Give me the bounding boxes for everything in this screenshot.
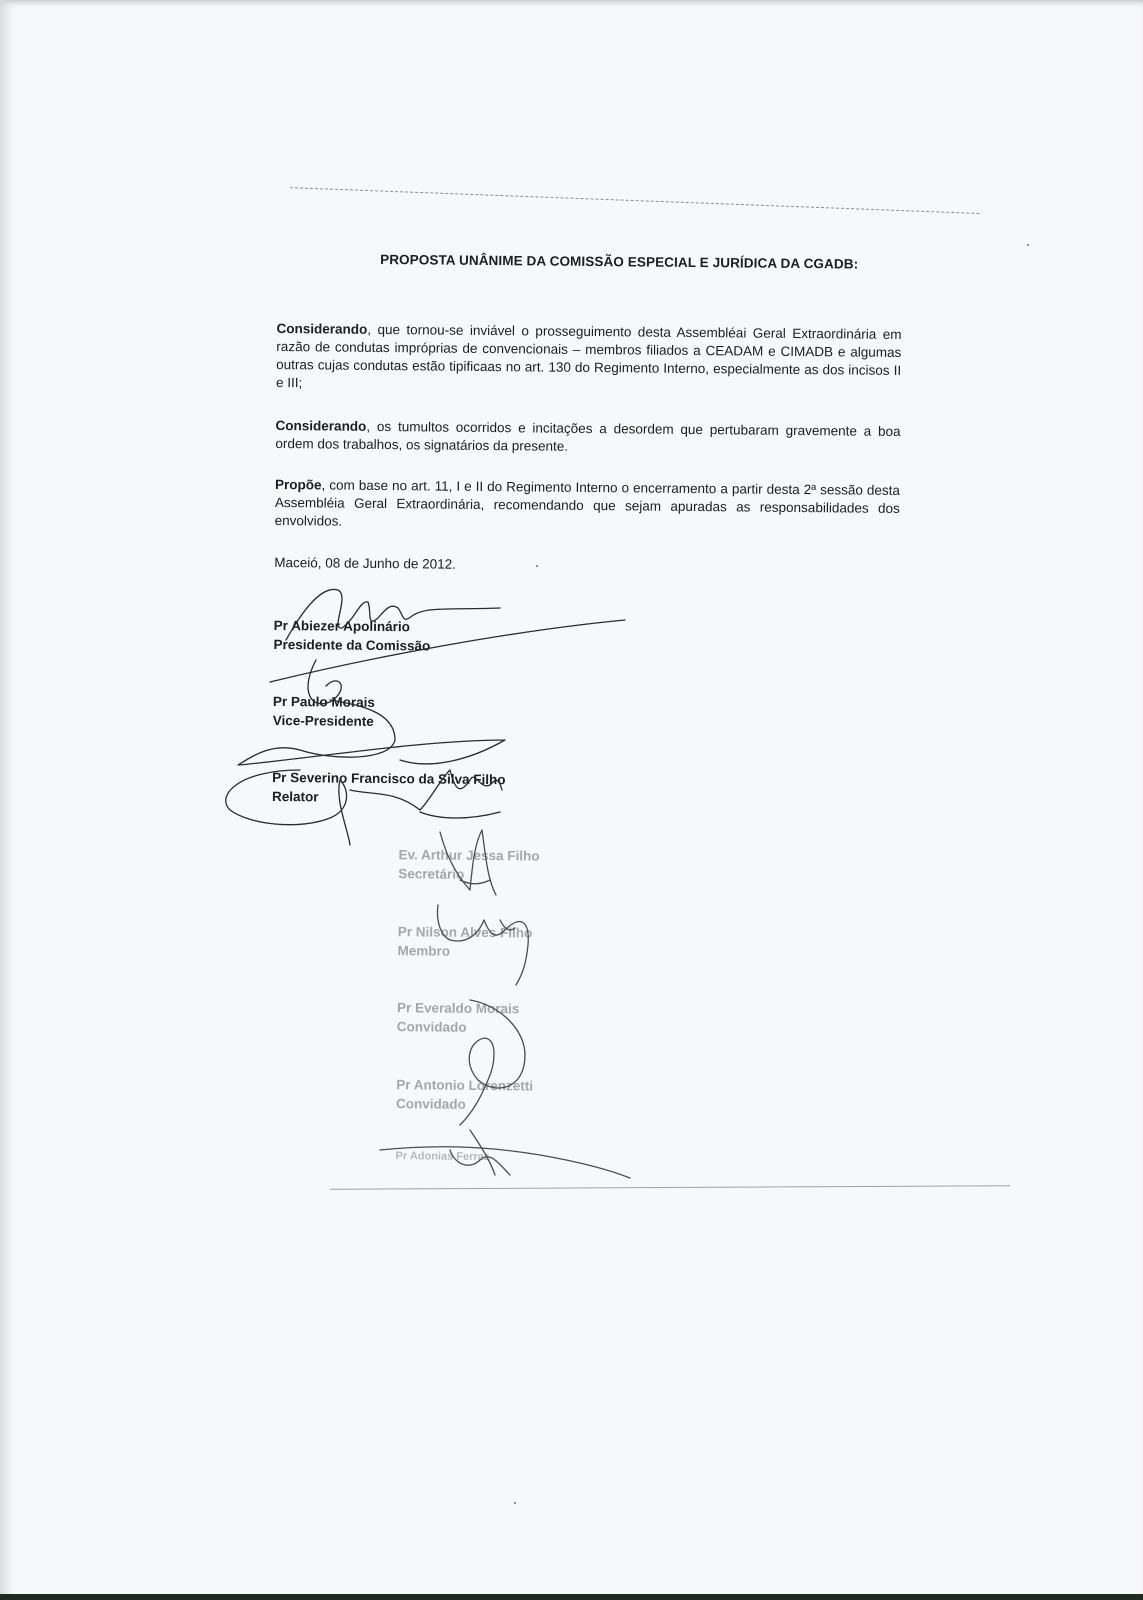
signer-block (273, 692, 375, 731)
signer-role: Vice-Presidente (272, 712, 374, 729)
signer-name: Pr Abiezer Apolinário (273, 617, 411, 635)
signer-name: Pr Everaldo Morais (396, 1000, 520, 1017)
signer-role: Membro (397, 943, 451, 959)
signer-name: Pr Nilson Alves Filho (397, 924, 533, 941)
signer-block-cut-off (395, 1147, 489, 1167)
scan-bottom-edge (0, 1594, 1143, 1600)
paragraph-text: , que tornou-se inviável o prosseguimento desta Assembléai Geral Extraordinária em razão de condutas impróprias de convencionais – membros filiados a CEADAM e CIMADB e algumas outras cujas condutas estão tipificaas no art. 130 do Regimento Interno, especialmente as dos incisos II e III; (275, 321, 902, 391)
signer-role: Secretário (398, 866, 465, 882)
signer-name: Pr Antonio Lorenzetti (396, 1077, 534, 1094)
document-title: PROPOSTA UNÂNIME DA COMISSÃO ESPECIAL E JURÍDICA DA CGADB: (380, 251, 859, 272)
signer-role: Relator (271, 788, 319, 805)
signer-block (397, 998, 520, 1037)
paragraph-propoe (275, 476, 900, 536)
scan-shadow-edge (0, 0, 14, 1600)
signer-name: Pr Severino Francisco da Silva Filho (272, 769, 506, 788)
paragraph-text: , os tumultos ocorridos e incitações a desordem que pertubaram gravemente a boa ordem dos trabalhos, os signatários da presente. (275, 418, 901, 454)
header-dashed-rule (290, 187, 980, 214)
signer-block (272, 768, 506, 808)
document-body (271, 175, 913, 1164)
paragraph-considerando-2 (275, 417, 900, 459)
signer-block (273, 616, 430, 656)
paragraph-considerando-1 (276, 320, 902, 398)
signer-name: Ev. Arthur Jessa Filho (398, 847, 540, 864)
signer-role: Convidado (396, 1019, 467, 1035)
signer-role: Convidado (396, 1096, 466, 1112)
footer-rule (330, 1185, 1010, 1190)
signer-block (398, 845, 539, 884)
paragraph-lead: Considerando (275, 417, 367, 434)
paragraph-lead: Considerando (276, 320, 368, 337)
paragraph-text: , com base no art. 11, I e II do Regimento Interno o encerramento a partir desta 2ª sessão desta Assembléia Geral Extraordinária, recomendando que sejam apuradas as responsabilidades dos envolvidos. (274, 477, 901, 529)
signer-name: Pr Paulo Morais (272, 693, 376, 710)
signer-block (396, 1075, 533, 1114)
paragraph-lead: Propõe (274, 476, 322, 493)
signer-block (397, 922, 532, 961)
signer-name: Pr Adonias Ferraz (395, 1150, 490, 1164)
date-line: Maceió, 08 de Junho de 2012. (274, 554, 456, 572)
signer-role: Presidente da Comissão (273, 636, 431, 654)
